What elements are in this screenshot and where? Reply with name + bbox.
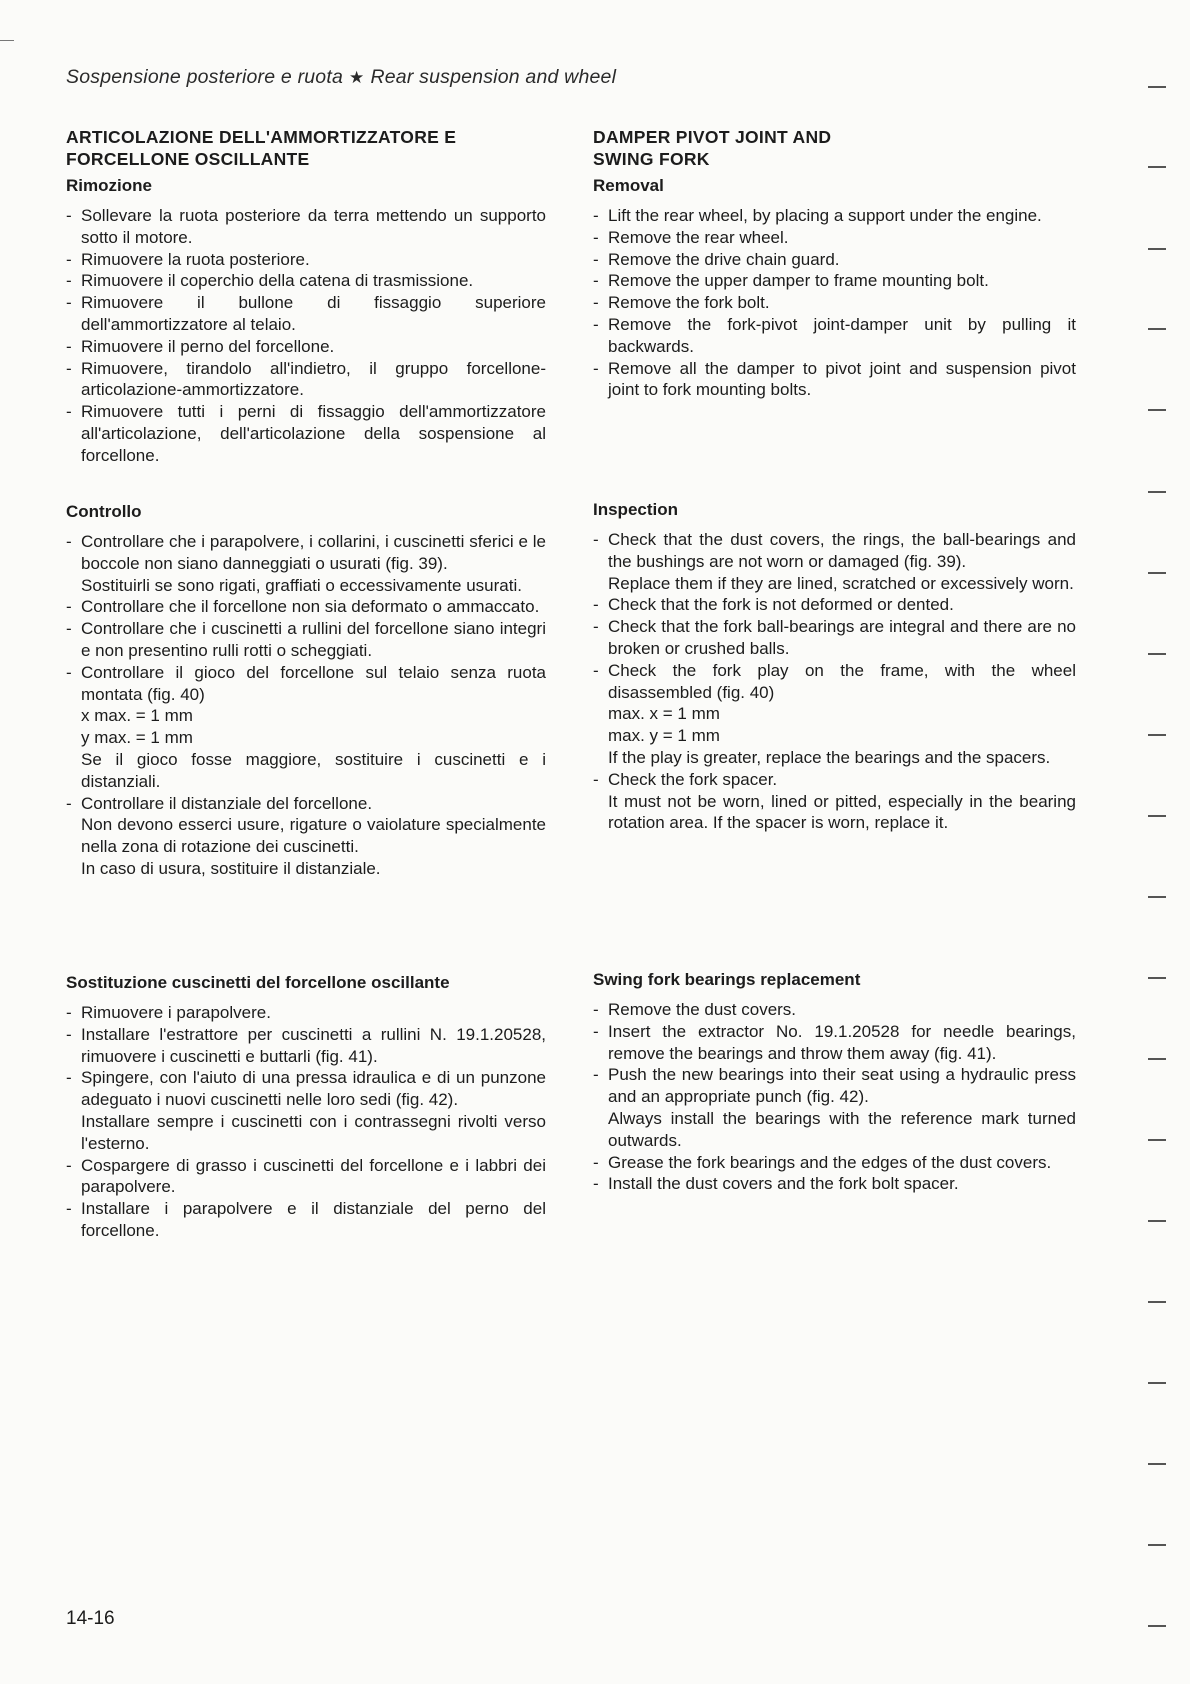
removal-list <box>66 205 546 467</box>
inspection-section-italian <box>66 501 546 880</box>
margin-tick <box>1148 1301 1166 1303</box>
list-item: - Lift the rear wheel, by placing a support under the engine. <box>593 205 1076 227</box>
margin-tick <box>1148 166 1166 168</box>
list-item: - Remove the upper damper to frame mounting bolt. <box>593 270 1076 292</box>
list-item: - Rimuovere tutti i perni di fissaggio dell'ammortizzatore all'articolazione, dell'articolazione della sospensione al forcellone. <box>66 401 546 466</box>
margin-tick <box>1148 896 1166 898</box>
english-column <box>593 126 1076 1194</box>
list-item: - Remove the drive chain guard. <box>593 249 1076 271</box>
item-text: - Controllare il distanziale del forcellone. <box>81 793 373 813</box>
list-item: - Remove the fork bolt. <box>593 292 1076 314</box>
margin-tick <box>1148 734 1166 736</box>
list-item <box>593 529 1076 594</box>
item-text: - Push the new bearings into their seat using a hydraulic press and an appropriate punch (fig. 42). <box>608 1065 1076 1107</box>
list-item: - Remove the dust covers. <box>593 999 1076 1021</box>
list-item <box>66 531 546 596</box>
list-item <box>593 769 1076 834</box>
list-item <box>593 660 1076 769</box>
margin-marks <box>1148 0 1168 1684</box>
replacement-list <box>66 1002 546 1242</box>
list-item: - Rimuovere, tirandolo all'indietro, il gruppo forcellone-articolazione-ammortizzatore. <box>66 358 546 402</box>
italian-column <box>66 126 546 1240</box>
item-text: Installare sempre i cuscinetti con i contrassegni rivolti verso l'esterno. <box>81 1111 546 1153</box>
replacement-title: Swing fork bearings replacement <box>593 970 861 989</box>
margin-tick <box>1148 1625 1166 1627</box>
star-icon: ★ <box>349 68 365 87</box>
margin-tick <box>1148 815 1166 817</box>
list-item: - Rimuovere il coperchio della catena di trasmissione. <box>66 270 546 292</box>
heading-line-1: ARTICOLAZIONE DELL'AMMORTIZZATORE E <box>66 127 457 147</box>
list-item: - Remove all the damper to pivot joint and suspension pivot joint to fork mounting bolts. <box>593 358 1076 402</box>
margin-tick <box>1148 1544 1166 1546</box>
removal-section-english <box>593 175 1076 401</box>
item-text: - Controllare il gioco del forcellone sul telaio senza ruota montata (fig. 40) <box>81 662 546 704</box>
removal-title: Removal <box>593 176 664 195</box>
margin-tick <box>1148 491 1166 493</box>
item-text: Replace them if they are lined, scratched or excessively worn. <box>608 573 1074 593</box>
item-text: y max. = 1 mm <box>81 728 193 748</box>
inspection-list <box>593 529 1076 834</box>
page-header <box>66 66 616 89</box>
list-item <box>66 793 546 880</box>
margin-tick <box>1148 572 1166 574</box>
item-text: If the play is greater, replace the bearings and the spacers. <box>608 747 1051 767</box>
heading-line-2: FORCELLONE OSCILLANTE <box>66 149 310 169</box>
replacement-section-italian <box>66 972 546 1242</box>
removal-section-italian <box>66 175 546 467</box>
list-item: - Install the dust covers and the fork bolt spacer. <box>593 1173 1076 1195</box>
list-item: - Check that the fork is not deformed or dented. <box>593 594 1076 616</box>
header-title-english: Rear suspension and wheel <box>370 66 617 88</box>
replacement-section-english <box>593 969 1076 1195</box>
list-item: - Remove the fork-pivot joint-damper unit by pulling it backwards. <box>593 314 1076 358</box>
list-item: - Installare l'estrattore per cuscinetti a rullini N. 19.1.20528, rimuovere i cuscinetti e buttarli (fig. 41). <box>66 1024 546 1068</box>
heading-line-2: SWING FORK <box>593 149 710 169</box>
item-text: x max. = 1 mm <box>81 706 193 726</box>
header-title-italian: Sospensione posteriore e ruota <box>66 66 344 88</box>
replacement-list <box>593 999 1076 1195</box>
item-text: Se il gioco fosse maggiore, sostituire i cuscinetti e i distanziali. <box>81 749 546 791</box>
replacement-title: Sostituzione cuscinetti del forcellone oscillante <box>66 973 450 992</box>
margin-tick <box>1148 977 1166 979</box>
item-text: It must not be worn, lined or pitted, especially in the bearing rotation area. If the spacer is worn, replace it. <box>608 791 1076 833</box>
item-text: - Spingere, con l'aiuto di una pressa idraulica e di un punzone adeguato i nuovi cuscinetti nelle loro sedi (fig. 42). <box>81 1068 546 1110</box>
list-item: - Insert the extractor No. 19.1.20528 for needle bearings, remove the bearings and throw them away (fig. 41). <box>593 1021 1076 1065</box>
list-item: - Rimuovere i parapolvere. <box>66 1002 546 1024</box>
inspection-list <box>66 531 546 880</box>
section-heading-english <box>593 126 1076 170</box>
margin-tick <box>1148 1463 1166 1465</box>
list-item: - Grease the fork bearings and the edges of the dust covers. <box>593 1152 1076 1174</box>
item-text: max. y = 1 mm <box>608 726 720 746</box>
item-text: Always install the bearings with the reference mark turned outwards. <box>608 1108 1076 1150</box>
list-item: - Controllare che i cuscinetti a rullini del forcellone siano integri e non presentino rulli rotti o scheggiati. <box>66 618 546 662</box>
list-item: - Cospargere di grasso i cuscinetti del forcellone e i labbri dei parapolvere. <box>66 1155 546 1199</box>
list-item: - Controllare che il forcellone non sia deformato o ammaccato. <box>66 596 546 618</box>
removal-list <box>593 205 1076 401</box>
item-text: - Check that the dust covers, the rings, the ball-bearings and the bushings are not worn or damaged (fig. 39). <box>608 530 1076 571</box>
list-item: - Check that the fork ball-bearings are integral and there are no broken or crushed balls. <box>593 616 1076 660</box>
margin-tick <box>1148 86 1166 88</box>
list-item: - Rimuovere il perno del forcellone. <box>66 336 546 358</box>
margin-tick <box>1148 328 1166 330</box>
inspection-title: Inspection <box>593 500 679 519</box>
item-text: - Check the fork play on the frame, with the wheel disassembled (fig. 40) <box>608 660 1076 702</box>
item-text: max. x = 1 mm <box>608 704 720 724</box>
item-text: Non devono esserci usure, rigature o vaiolature specialmente nella zona di rotazione dei cuscinetti. <box>81 815 546 857</box>
removal-title: Rimozione <box>66 176 152 195</box>
item-text: In caso di usura, sostituire il distanziale. <box>81 858 381 878</box>
margin-tick <box>1148 1058 1166 1060</box>
list-item: - Installare i parapolvere e il distanziale del perno del forcellone. <box>66 1198 546 1242</box>
heading-line-1: DAMPER PIVOT JOINT AND <box>593 127 832 147</box>
margin-tick <box>1148 1220 1166 1222</box>
inspection-title: Controllo <box>66 502 142 521</box>
list-item: - Rimuovere la ruota posteriore. <box>66 249 546 271</box>
item-text: - Controllare che i parapolvere, i collarini, i cuscinetti sferici e le boccole non siano danneggiati o usurati (fig. 39). <box>81 532 546 573</box>
list-item <box>66 1067 546 1154</box>
list-item <box>593 1064 1076 1151</box>
margin-tick <box>1148 1139 1166 1141</box>
list-item: - Sollevare la ruota posteriore da terra mettendo un supporto sotto il motore. <box>66 205 546 249</box>
corner-crop-mark <box>0 40 14 41</box>
inspection-section-english <box>593 499 1076 834</box>
list-item <box>66 662 546 793</box>
list-item: - Rimuovere il bullone di fissaggio superiore dell'ammortizzatore al telaio. <box>66 292 546 336</box>
margin-tick <box>1148 1382 1166 1384</box>
margin-tick <box>1148 409 1166 411</box>
margin-tick <box>1148 653 1166 655</box>
page-number: 14-16 <box>66 1608 115 1629</box>
list-item: - Remove the rear wheel. <box>593 227 1076 249</box>
item-text: Sostituirli se sono rigati, graffiati o eccessivamente usurati. <box>81 575 522 595</box>
section-heading-italian <box>66 126 546 170</box>
item-text: - Check the fork spacer. <box>608 769 778 789</box>
margin-tick <box>1148 248 1166 250</box>
